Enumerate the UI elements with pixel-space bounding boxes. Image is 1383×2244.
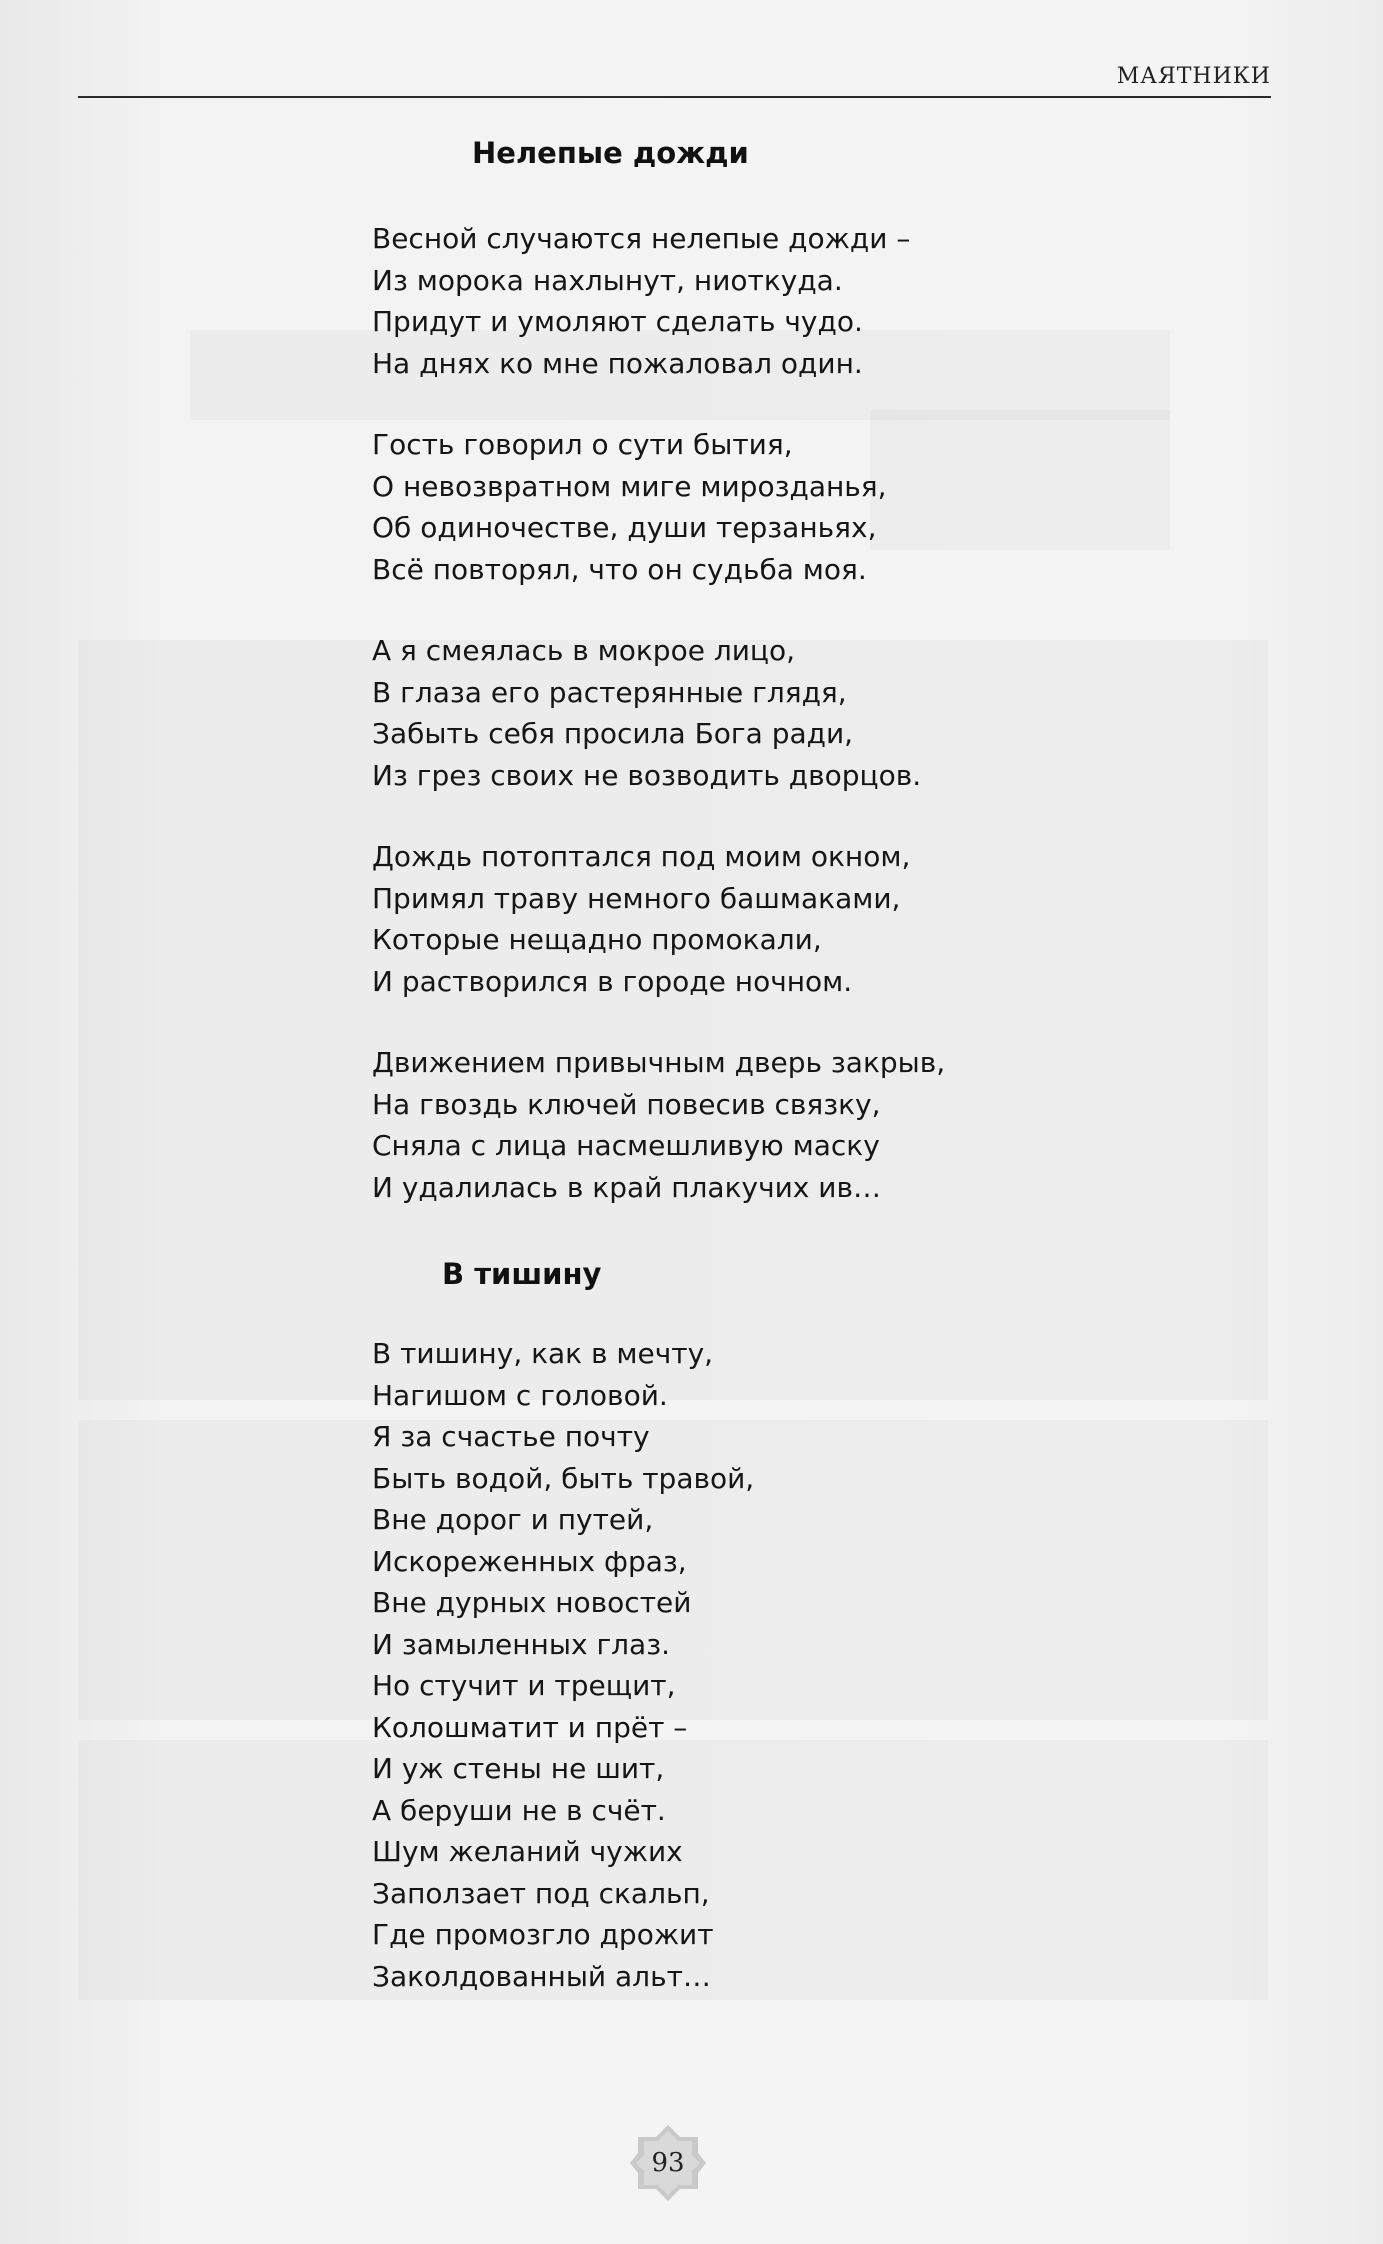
stanza: [372, 1333, 754, 1997]
poem-line: В глаза его растерянные глядя,: [372, 675, 847, 709]
poem-line: Примял траву немного башмаками,: [372, 881, 901, 915]
poem-line: Сняла с лица насмешливую маску: [372, 1129, 880, 1162]
poem-title: Нелепые дожди: [472, 136, 749, 170]
stanza: [372, 836, 910, 1002]
poem-line: Дождь потоптался под моим окном,: [372, 840, 911, 873]
poem-line: На гвоздь ключей повесив связку,: [372, 1087, 881, 1121]
bleed-through-image: [870, 410, 1170, 550]
poem-line: Заползает под скальп,: [372, 1876, 710, 1910]
poem-title: В тишину: [442, 1257, 602, 1291]
stanza: [372, 1042, 945, 1208]
poem-line: Из морока нахлынут, ниоткуда.: [372, 263, 843, 297]
poem-line: Весной случаются нелепые дожди –: [372, 222, 911, 255]
running-head: МАЯТНИКИ: [1116, 64, 1271, 89]
poem-line: Я за счастье почту: [372, 1420, 650, 1453]
poem-line: Но стучит и трещит,: [372, 1669, 676, 1702]
poem-line: И уж стены не шит,: [372, 1752, 665, 1785]
poem-line: Нагишом с головой.: [372, 1378, 668, 1412]
poem-line: В тишину, как в мечту,: [372, 1337, 714, 1370]
stanza: [372, 630, 921, 796]
poem-line: Шум желаний чужих: [372, 1835, 683, 1868]
poem-line: Вне дурных новостей: [372, 1586, 692, 1619]
poem-line: Которые нещадно промокали,: [372, 923, 822, 956]
poem-line: Придут и умоляют сделать чудо.: [372, 305, 863, 338]
poem-line: На днях ко мне пожаловал один.: [372, 346, 863, 380]
poem-line: А я смеялась в мокрое лицо,: [372, 634, 796, 667]
poem-line: Заколдованный альт…: [372, 1959, 711, 1993]
poem-line: Быть водой, быть травой,: [372, 1461, 755, 1495]
stanza: [372, 424, 887, 590]
poem-line: А беруши не в счёт.: [372, 1793, 666, 1827]
page-number-badge: [628, 2123, 708, 2203]
page-number: 93: [651, 2148, 685, 2178]
poem-line: Забыть себя просила Бога ради,: [372, 717, 854, 750]
poem-line: Из грез своих не возводить дворцов.: [372, 758, 922, 792]
poem-line: Где промозгло дрожит: [372, 1918, 714, 1951]
poem-line: Искореженных фраз,: [372, 1544, 687, 1578]
poem-line: О невозвратном миге мирозданья,: [372, 469, 887, 503]
poem-line: Гость говорил о сути бытия,: [372, 428, 793, 461]
poem-line: Об одиночестве, души терзаньях,: [372, 511, 877, 544]
poem-line: И растворился в городе ночном.: [372, 964, 853, 998]
header-rule: [78, 96, 1271, 98]
poem-line: Движением привычным дверь закрыв,: [372, 1046, 946, 1079]
poem-line: И замыленных глаз.: [372, 1627, 670, 1661]
poem-line: Вне дорог и путей,: [372, 1503, 654, 1536]
stanza: [372, 218, 910, 384]
poem-line: Колошматит и прёт –: [372, 1710, 688, 1744]
poem-line: Всё повторял, что он судьба моя.: [372, 552, 867, 586]
poem-line: И удалилась в край плакучих ив…: [372, 1170, 881, 1204]
